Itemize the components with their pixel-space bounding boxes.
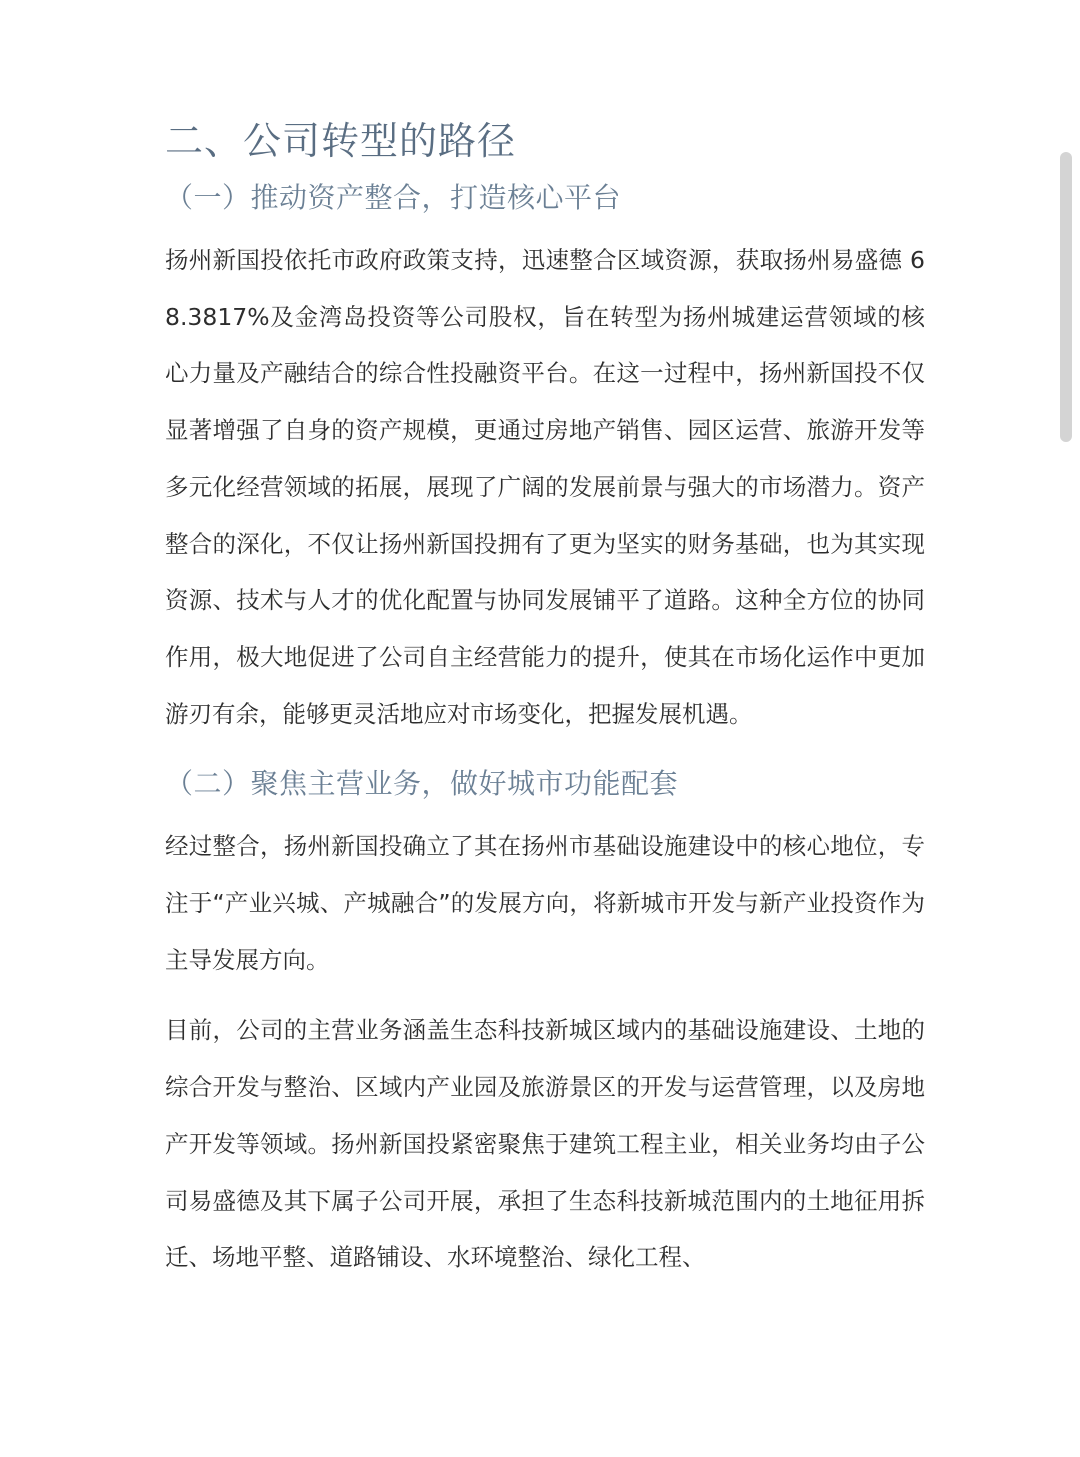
subsection-1-paragraph: 扬州新国投依托市政府政策支持，迅速整合区域资源，获取扬州易盛德 68.3817%及金湾岛投资等公司股权，旨在转型为扬州城建运营领域的核心力量及产融结合的综合性投融资平台。在这一过程中，扬州新国投不仅显著增强了自身的资产规模，更通过房地产销售、园区运营、旅游开发等多元化经营领域的拓展，展现了广阔的发展前景与强大的市场潜力。资产整合的深化，不仅让扬州新国投拥有了更为坚实的财务基础，也为其实现资源、技术与人才的优化配置与协同发展铺平了道路。这种全方位的协同作用，极大地促进了公司自主经营能力的提升，使其在市场化运作中更加游刃有余，能够更灵活地应对市场变化，把握发展机遇。 — [165, 246, 925, 728]
subsection-1-title: （一）推动资产整合，打造核心平台 — [165, 181, 622, 214]
subsection-2-paragraph-2: 目前，公司的主营业务涵盖生态科技新城区域内的基础设施建设、土地的综合开发与整治、区域内产业园及旅游景区的开发与运营管理，以及房地产开发等领域。扬州新国投紧密聚焦于建筑工程主业，相关业务均由子公司易盛德及其下属子公司开展，承担了生态科技新城范围内的土地征用拆迁、场地平整、道路铺设、水环境整治、绿化工程、 — [165, 1016, 925, 1272]
subsection-2-title: （二）聚焦主营业务，做好城市功能配套 — [165, 767, 679, 801]
subsection-2-paragraph-1: 经过整合，扬州新国投确立了其在扬州市基础设施建设中的核心地位，专注于“产业兴城、产城融合”的发展方向，将新城市开发与新产业投资作为主导发展方向。 — [165, 832, 925, 974]
section-title: 二、公司转型的路径 — [165, 119, 517, 163]
document-content — [165, 112, 925, 1286]
vertical-scrollbar[interactable] — [1060, 152, 1072, 442]
